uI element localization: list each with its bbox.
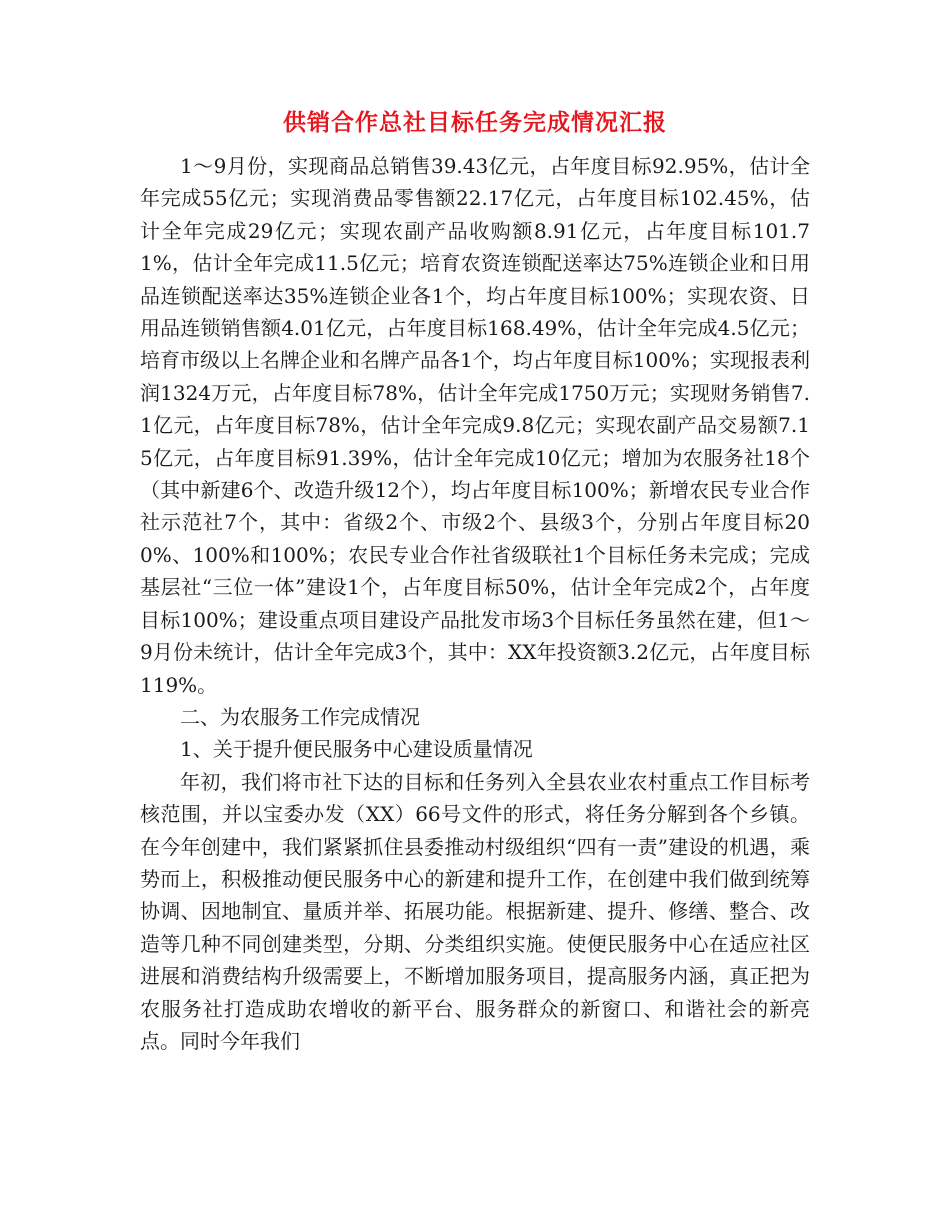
subsection-heading: 1、关于提升便民服务中心建设质量情况 (180, 737, 533, 762)
document-title: 供销合作总社目标任务完成情况汇报 (283, 109, 667, 136)
document-body (140, 150, 810, 1057)
paragraph-summary: 1～9月份，实现商品总销售39.43亿元，占年度目标92.95%，估计全年完成55亿元；实现消费品零售额22.17亿元，占年度目标102.45%，估计全年完成29亿元；实现农副产品收购额8.91亿元，占年度目标101.71%，估计全年完成11.5亿元；培育农资连锁配送率达75%连锁企业和日用品连锁配送率达35%连锁企业各1个，均占年度目标100%；实现农资、日用品连锁销售额4.01亿元，占年度目标168.49%，估计全年完成4.5亿元；培育市级以上名牌企业和名牌产品各1个，均占年度目标100%；实现报表利润1324万元，占年度目标78%，估计全年完成1750万元；实现财务销售7.1亿元，占年度目标78%，估计全年完成9.8亿元；实现农副产品交易额7.15亿元，占年度目标91.39%，估计全年完成10亿元；增加为农服务社18个（其中新建6个、改造升级12个），均占年度目标100%；新增农民专业合作社示范社7个，其中：省级2个、市级2个、县级3个，分别占年度目标200%、100%和100%；农民专业合作社省级联社1个目标任务未完成；完成基层社“三位一体”建设1个，占年度目标50%，估计全年完成2个，占年度目标100%；建设重点项目建设产品批发市场3个目标任务虽然在建，但1～9月份未统计，估计全年完成3个，其中：XX年投资额3.2亿元，占年度目标119%。 (140, 154, 810, 697)
section-heading: 二、为农服务工作完成情况 (180, 704, 420, 729)
paragraph-service-center: 年初，我们将市社下达的目标和任务列入全县农业农村重点工作目标考核范围，并以宝委办发（XX）66号文件的形式，将任务分解到各个乡镇。在今年创建中，我们紧紧抓住县委推动村级组织“四有一责”建设的机遇，乘势而上，积极推动便民服务中心的新建和提升工作，在创建中我们做到统筹协调、因地制宜、量质并举、拓展功能。根据新建、提升、修缮、整合、改造等几种不同创建类型，分期、分类组织实施。使便民服务中心在适应社区进展和消费结构升级需要上，不断增加服务项目，提高服务内涵，真正把为农服务社打造成助农增收的新平台、服务群众的新窗口、和谐社会的新亮点。同时今年我们 (140, 769, 810, 1053)
